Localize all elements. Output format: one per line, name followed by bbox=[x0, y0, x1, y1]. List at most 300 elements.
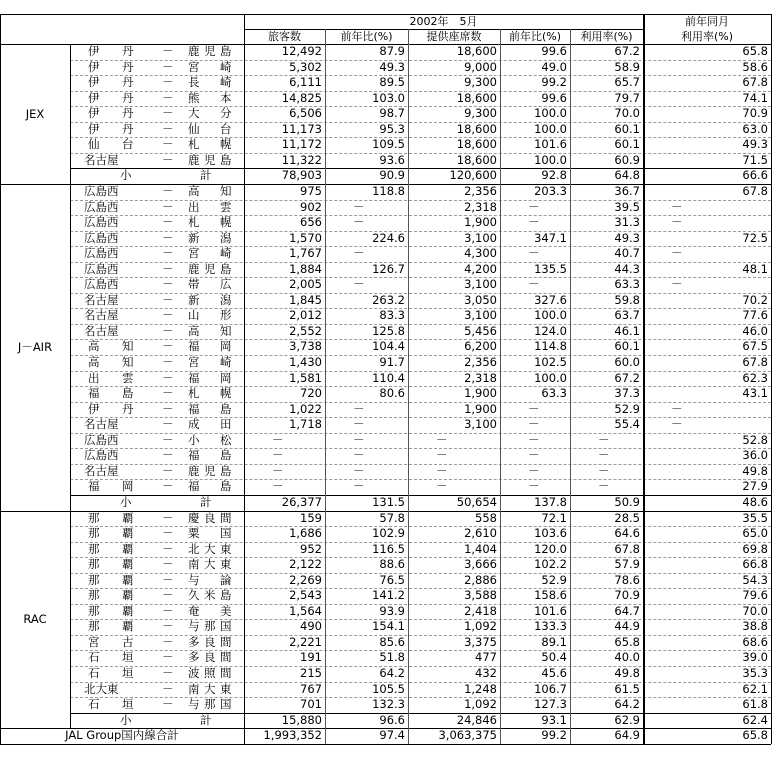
subtotal-cell: 120,600 bbox=[449, 168, 497, 183]
table-cell: 49.3 bbox=[614, 230, 640, 245]
destination: 久 bbox=[188, 588, 200, 603]
destination: 那 bbox=[204, 619, 216, 634]
route-separator: － bbox=[162, 681, 174, 696]
table-cell: 1,248 bbox=[464, 681, 497, 696]
table-cell: 45.6 bbox=[541, 666, 567, 680]
destination: 松 bbox=[220, 432, 232, 447]
destination: 新 bbox=[188, 230, 200, 245]
route-separator: － bbox=[162, 246, 174, 261]
table-cell: 6,111 bbox=[289, 75, 322, 90]
route-label bbox=[70, 246, 243, 261]
route-separator: － bbox=[162, 277, 174, 292]
route-label bbox=[70, 324, 243, 339]
table-cell: 11,173 bbox=[281, 121, 322, 136]
table-cell: 69.8 bbox=[742, 541, 768, 556]
subtotal-label: 小 bbox=[120, 168, 132, 183]
table-cell: 49.3 bbox=[742, 137, 768, 152]
table-cell: 85.6 bbox=[379, 634, 405, 649]
route-label bbox=[70, 386, 243, 401]
route-separator: － bbox=[162, 355, 174, 369]
origin: 広島西 bbox=[84, 432, 119, 447]
table-cell: 89.1 bbox=[541, 634, 567, 649]
origin: 丹 bbox=[122, 401, 134, 416]
table-cell: 109.5 bbox=[372, 137, 405, 152]
route-separator: － bbox=[162, 526, 174, 541]
destination: 米 bbox=[204, 588, 216, 603]
table-cell: － bbox=[528, 448, 540, 463]
total-cell: 1,993,352 bbox=[263, 728, 322, 743]
table-cell: 2,269 bbox=[289, 572, 322, 587]
table-cell: 127.3 bbox=[534, 697, 567, 712]
route-label bbox=[70, 339, 243, 354]
table-cell: 203.3 bbox=[534, 183, 567, 198]
table-cell: 1,845 bbox=[289, 292, 322, 307]
destination: 児 bbox=[204, 463, 216, 478]
table-cell: 51.8 bbox=[379, 650, 405, 665]
origin: 伊 bbox=[88, 59, 100, 74]
origin: 覇 bbox=[122, 603, 134, 618]
table-cell: 98.7 bbox=[379, 106, 405, 121]
route-label bbox=[70, 371, 243, 386]
table-cell: 67.2 bbox=[614, 44, 640, 58]
route-separator: － bbox=[162, 308, 174, 323]
table-cell: 3,100 bbox=[464, 277, 497, 292]
route-separator: － bbox=[162, 634, 174, 649]
table-cell: － bbox=[671, 246, 683, 261]
destination: 崎 bbox=[220, 75, 232, 90]
table-cell: 70.9 bbox=[742, 106, 768, 121]
table-cell: － bbox=[528, 246, 540, 261]
route-separator: － bbox=[162, 697, 174, 712]
table-cell: 902 bbox=[300, 199, 322, 214]
table-cell: 63.3 bbox=[614, 277, 640, 292]
route-label bbox=[70, 526, 243, 541]
table-cell: 132.3 bbox=[372, 697, 405, 712]
destination: 雲 bbox=[220, 199, 232, 214]
route-label bbox=[70, 682, 243, 697]
table-cell: 154.1 bbox=[372, 619, 405, 634]
origin: 高 bbox=[88, 339, 100, 354]
destination: 札 bbox=[188, 215, 200, 230]
table-cell: 118.8 bbox=[372, 183, 405, 198]
table-cell: 432 bbox=[475, 666, 497, 680]
origin: 覇 bbox=[122, 619, 134, 634]
destination: 国 bbox=[220, 526, 232, 541]
table-cell: 6,506 bbox=[289, 106, 322, 121]
table-cell: 18,600 bbox=[456, 137, 497, 152]
table-cell: 76.5 bbox=[379, 572, 405, 587]
origin: 丹 bbox=[122, 59, 134, 74]
table-cell: 40.7 bbox=[614, 246, 640, 261]
table-cell: 79.6 bbox=[742, 588, 768, 603]
table-cell: － bbox=[353, 246, 365, 261]
table-cell: 60.0 bbox=[614, 355, 640, 369]
total-label: JAL Group国内線合計 bbox=[65, 728, 179, 743]
table-cell: 61.5 bbox=[614, 681, 640, 696]
table-cell: － bbox=[353, 277, 365, 292]
carrier-group: RAC bbox=[23, 612, 47, 627]
origin: 北大東 bbox=[84, 681, 119, 696]
table-cell: 100.0 bbox=[534, 121, 567, 136]
destination: 成 bbox=[188, 417, 200, 432]
table-cell: 38.8 bbox=[742, 619, 768, 634]
table-cell: － bbox=[272, 463, 284, 478]
destination: 大 bbox=[204, 541, 216, 556]
table-cell: 2,318 bbox=[464, 370, 497, 385]
table-cell: 158.6 bbox=[534, 588, 567, 603]
subtotal-cell: 62.4 bbox=[742, 712, 768, 727]
rule bbox=[0, 14, 1, 744]
destination: 東 bbox=[220, 541, 232, 556]
rule bbox=[70, 495, 771, 496]
route-separator: － bbox=[162, 199, 174, 214]
table-cell: 72.5 bbox=[742, 230, 768, 245]
table-cell: 656 bbox=[300, 215, 322, 230]
route-label bbox=[70, 215, 243, 230]
route-separator: － bbox=[162, 261, 174, 276]
route-label bbox=[70, 200, 243, 215]
table-cell: 63.7 bbox=[614, 308, 640, 323]
subtotal-cell: 26,377 bbox=[281, 494, 322, 509]
table-cell: 3,588 bbox=[464, 588, 497, 603]
table-cell: － bbox=[671, 417, 683, 432]
table-cell: 9,300 bbox=[464, 106, 497, 121]
destination: 島 bbox=[220, 44, 232, 58]
table-cell: 64.2 bbox=[379, 666, 405, 680]
origin: 名古屋 bbox=[84, 292, 119, 307]
origin: 伊 bbox=[88, 90, 100, 105]
table-cell: 2,552 bbox=[289, 323, 322, 338]
route-label bbox=[70, 122, 243, 137]
route-label bbox=[70, 448, 243, 463]
origin: 那 bbox=[88, 510, 100, 525]
rule bbox=[570, 29, 571, 744]
route-separator: － bbox=[162, 183, 174, 198]
destination: 大 bbox=[188, 106, 200, 121]
column-header: 前年比(%) bbox=[508, 30, 562, 43]
carrier-group: JEX bbox=[25, 106, 45, 121]
destination: 田 bbox=[220, 417, 232, 432]
table-cell: 64.7 bbox=[614, 603, 640, 618]
route-separator: － bbox=[162, 588, 174, 603]
table-cell: 101.6 bbox=[534, 603, 567, 618]
origin: 丹 bbox=[122, 75, 134, 90]
destination: 高 bbox=[188, 323, 200, 338]
destination: 児 bbox=[204, 44, 216, 58]
table-cell: 2,012 bbox=[289, 308, 322, 323]
table-cell: 1,430 bbox=[289, 355, 322, 369]
destination: 国 bbox=[220, 697, 232, 712]
route-separator: － bbox=[162, 215, 174, 230]
destination: 広 bbox=[220, 277, 232, 292]
route-label bbox=[70, 697, 243, 712]
table-cell: － bbox=[528, 215, 540, 230]
table-cell: 1,564 bbox=[289, 603, 322, 618]
destination: 慶 bbox=[188, 510, 200, 525]
table-cell: － bbox=[353, 199, 365, 214]
destination: 形 bbox=[220, 308, 232, 323]
table-cell: 1,581 bbox=[289, 370, 322, 385]
destination: 札 bbox=[188, 386, 200, 401]
subtotal-cell: 66.6 bbox=[742, 168, 768, 183]
table-cell: － bbox=[598, 479, 610, 494]
subtotal-cell: 15,880 bbox=[281, 712, 322, 727]
destination: 南 bbox=[188, 557, 200, 572]
table-cell: 83.3 bbox=[379, 308, 405, 323]
route-label bbox=[70, 588, 243, 603]
table-cell: 2,318 bbox=[464, 199, 497, 214]
table-cell: 3,738 bbox=[289, 339, 322, 354]
route-label bbox=[70, 44, 243, 59]
origin: 台 bbox=[122, 137, 134, 152]
destination: 岡 bbox=[220, 339, 232, 354]
subtotal-cell: 92.8 bbox=[541, 168, 567, 183]
destination: 崎 bbox=[220, 246, 232, 261]
table-cell: 3,100 bbox=[464, 230, 497, 245]
table-cell: － bbox=[528, 199, 540, 214]
table-cell: 64.6 bbox=[614, 526, 640, 541]
table-cell: 110.4 bbox=[372, 370, 405, 385]
rule bbox=[771, 14, 772, 744]
table-cell: 477 bbox=[475, 650, 497, 665]
route-label bbox=[70, 417, 243, 432]
table-cell: 70.2 bbox=[742, 292, 768, 307]
destination: 福 bbox=[188, 401, 200, 416]
destination: 島 bbox=[220, 152, 232, 167]
origin: 仙 bbox=[88, 137, 100, 152]
origin: 知 bbox=[122, 355, 134, 369]
table-cell: 2,356 bbox=[464, 355, 497, 369]
subtotal-cell: 90.9 bbox=[379, 168, 405, 183]
destination: 潟 bbox=[220, 292, 232, 307]
destination: 福 bbox=[188, 448, 200, 463]
origin: 丹 bbox=[122, 44, 134, 58]
table-cell: 191 bbox=[300, 650, 322, 665]
table-cell: 106.7 bbox=[534, 681, 567, 696]
destination: 宮 bbox=[188, 355, 200, 369]
subtotal-cell: 48.6 bbox=[742, 494, 768, 509]
origin: 垣 bbox=[122, 697, 134, 712]
destination: 長 bbox=[188, 75, 200, 90]
table-cell: 767 bbox=[300, 681, 322, 696]
table-cell: 39.0 bbox=[742, 650, 768, 665]
table-cell: 67.8 bbox=[614, 541, 640, 556]
origin: 古 bbox=[122, 634, 134, 649]
route-separator: － bbox=[162, 448, 174, 463]
table-cell: 102.2 bbox=[534, 557, 567, 572]
origin: 島 bbox=[122, 386, 134, 401]
table-cell: － bbox=[436, 479, 448, 494]
destination: 分 bbox=[220, 106, 232, 121]
table-cell: 55.4 bbox=[614, 417, 640, 432]
rule bbox=[244, 29, 643, 30]
route-label bbox=[70, 277, 243, 292]
route-separator: － bbox=[162, 323, 174, 338]
origin: 丹 bbox=[122, 121, 134, 136]
route-label bbox=[70, 402, 243, 417]
table-cell: 1,900 bbox=[464, 401, 497, 416]
destination: 照 bbox=[204, 666, 216, 680]
table-cell: 1,022 bbox=[289, 401, 322, 416]
table-cell: － bbox=[528, 401, 540, 416]
origin: 那 bbox=[88, 588, 100, 603]
subtotal-label: 小 bbox=[120, 712, 132, 727]
route-label bbox=[70, 666, 243, 681]
destination: 奄 bbox=[188, 603, 200, 618]
origin: 福 bbox=[88, 479, 100, 494]
table-cell: 67.8 bbox=[742, 75, 768, 90]
destination: 間 bbox=[220, 666, 232, 680]
origin: 覇 bbox=[122, 541, 134, 556]
subtotal-cell: 62.9 bbox=[614, 712, 640, 727]
route-separator: － bbox=[162, 479, 174, 494]
table-cell: 102.5 bbox=[534, 355, 567, 369]
table-cell: － bbox=[528, 463, 540, 478]
table-cell: 327.6 bbox=[534, 292, 567, 307]
table-cell: － bbox=[671, 277, 683, 292]
table-cell: 70.0 bbox=[614, 106, 640, 121]
table-cell: 49.0 bbox=[541, 59, 567, 74]
origin: 伊 bbox=[88, 44, 100, 58]
table-cell: 975 bbox=[300, 183, 322, 198]
table-cell: 57.9 bbox=[614, 557, 640, 572]
column-header: 提供座席数 bbox=[426, 30, 482, 43]
destination: 間 bbox=[220, 634, 232, 649]
table-cell: 11,322 bbox=[281, 152, 322, 167]
route-label bbox=[70, 355, 243, 370]
origin: 広島西 bbox=[84, 230, 119, 245]
table-cell: － bbox=[272, 448, 284, 463]
origin: 那 bbox=[88, 619, 100, 634]
origin: 名古屋 bbox=[84, 152, 119, 167]
origin: 覇 bbox=[122, 526, 134, 541]
table-cell: 120.0 bbox=[534, 541, 567, 556]
table-cell: － bbox=[528, 277, 540, 292]
table-cell: － bbox=[436, 463, 448, 478]
route-separator: － bbox=[162, 557, 174, 572]
destination: 大 bbox=[204, 681, 216, 696]
table-cell: 3,050 bbox=[464, 292, 497, 307]
table-cell: 2,122 bbox=[289, 557, 322, 572]
destination: 東 bbox=[220, 557, 232, 572]
route-separator: － bbox=[162, 59, 174, 74]
origin: 伊 bbox=[88, 121, 100, 136]
table-cell: 74.1 bbox=[742, 90, 768, 105]
table-cell: 114.8 bbox=[534, 339, 567, 354]
destination: 出 bbox=[188, 199, 200, 214]
table-cell: 5,302 bbox=[289, 59, 322, 74]
origin: 垣 bbox=[122, 650, 134, 665]
table-cell: 490 bbox=[300, 619, 322, 634]
table-cell: 1,718 bbox=[289, 417, 322, 432]
route-label bbox=[70, 184, 243, 199]
table-cell: 63.0 bbox=[742, 121, 768, 136]
table-cell: 99.6 bbox=[541, 44, 567, 58]
rule bbox=[325, 29, 326, 744]
table-cell: 91.7 bbox=[379, 355, 405, 369]
subtotal-cell: 137.8 bbox=[534, 494, 567, 509]
table-cell: 37.3 bbox=[614, 386, 640, 401]
origin: 石 bbox=[88, 666, 100, 680]
destination: 鹿 bbox=[188, 152, 200, 167]
table-cell: 35.3 bbox=[742, 666, 768, 680]
table-cell: － bbox=[528, 417, 540, 432]
table-cell: － bbox=[671, 199, 683, 214]
table-cell: 224.6 bbox=[372, 230, 405, 245]
destination: 論 bbox=[220, 572, 232, 587]
route-label bbox=[70, 557, 243, 572]
destination: 島 bbox=[220, 463, 232, 478]
table-cell: － bbox=[436, 432, 448, 447]
origin: 岡 bbox=[122, 479, 134, 494]
table-cell: 12,492 bbox=[281, 44, 322, 58]
origin: 垣 bbox=[122, 666, 134, 680]
table-cell: 125.8 bbox=[372, 323, 405, 338]
table-cell: 59.8 bbox=[614, 292, 640, 307]
origin: 出 bbox=[88, 370, 100, 385]
table-cell: 60.9 bbox=[614, 152, 640, 167]
table-cell: 102.9 bbox=[372, 526, 405, 541]
table-cell: 2,221 bbox=[289, 634, 322, 649]
route-separator: － bbox=[162, 510, 174, 525]
table-cell: 93.6 bbox=[379, 152, 405, 167]
destination: 島 bbox=[220, 479, 232, 494]
table-cell: 67.5 bbox=[742, 339, 768, 354]
origin: 伊 bbox=[88, 401, 100, 416]
table-cell: 52.9 bbox=[541, 572, 567, 587]
origin: 伊 bbox=[88, 106, 100, 121]
table-cell: 54.3 bbox=[742, 572, 768, 587]
table-cell: 60.1 bbox=[614, 121, 640, 136]
table-cell: 558 bbox=[475, 510, 497, 525]
table-cell: 50.4 bbox=[541, 650, 567, 665]
route-label bbox=[70, 619, 243, 634]
destination: 島 bbox=[220, 401, 232, 416]
table-cell: 65.8 bbox=[742, 44, 768, 58]
destination: 潟 bbox=[220, 230, 232, 245]
table-cell: 49.3 bbox=[379, 59, 405, 74]
table-cell: 5,456 bbox=[464, 323, 497, 338]
table-cell: 63.3 bbox=[541, 386, 567, 401]
origin: 那 bbox=[88, 572, 100, 587]
table-cell: － bbox=[436, 448, 448, 463]
table-cell: 57.8 bbox=[379, 510, 405, 525]
destination: 島 bbox=[220, 261, 232, 276]
table-cell: 18,600 bbox=[456, 152, 497, 167]
table-cell: 1,570 bbox=[289, 230, 322, 245]
route-separator: － bbox=[162, 90, 174, 105]
table-cell: 31.3 bbox=[614, 215, 640, 230]
table-cell: － bbox=[353, 479, 365, 494]
table-cell: 1,900 bbox=[464, 215, 497, 230]
route-label bbox=[70, 293, 243, 308]
rule bbox=[244, 14, 245, 744]
table-cell: 1,404 bbox=[464, 541, 497, 556]
route-separator: － bbox=[162, 603, 174, 618]
route-separator: － bbox=[162, 370, 174, 385]
destination: 崎 bbox=[220, 59, 232, 74]
route-separator: － bbox=[162, 401, 174, 416]
table-cell: 116.5 bbox=[372, 541, 405, 556]
table-cell: 4,300 bbox=[464, 246, 497, 261]
subtotal-cell: 50,654 bbox=[456, 494, 497, 509]
origin: 名古屋 bbox=[84, 308, 119, 323]
table-cell: 9,000 bbox=[464, 59, 497, 74]
table-cell: 99.6 bbox=[541, 90, 567, 105]
destination: 本 bbox=[220, 90, 232, 105]
route-label bbox=[70, 137, 243, 152]
table-cell: 58.6 bbox=[742, 59, 768, 74]
